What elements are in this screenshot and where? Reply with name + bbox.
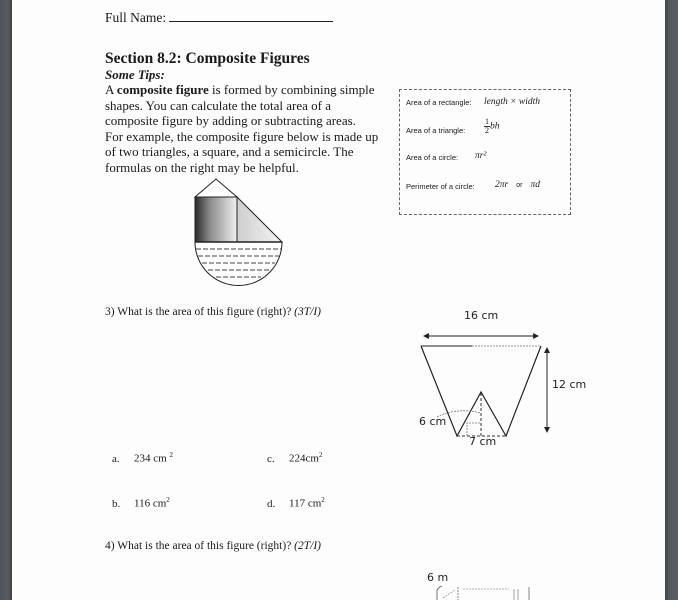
- question-number: 4): [105, 540, 115, 552]
- formula-value: πr²: [475, 151, 487, 161]
- label-notch-height: 6 cm: [419, 415, 447, 428]
- formula-triangle: [406, 117, 500, 135]
- formula-circle-perimeter: [406, 180, 540, 191]
- intro-line: of two triangles, a square, and a semicircle. The: [105, 144, 354, 160]
- viewer-left-edge: [0, 0, 12, 600]
- intro-lead: A: [105, 82, 117, 97]
- formula-label: Perimeter of a circle:: [406, 182, 475, 191]
- question-3: [105, 306, 321, 318]
- formula-value: 2πr or πd: [495, 180, 540, 190]
- question-3-figure: [407, 305, 597, 455]
- full-name-label: Full Name:: [105, 10, 167, 25]
- answer-option-b[interactable]: b. 116 $cm^2$: [112, 496, 170, 510]
- intro-line: shapes. You can calculate the total area of a: [105, 97, 331, 113]
- formula-value: $\frac{1}{2}$ bh: [485, 117, 500, 135]
- formula-label: Area of a circle:: [406, 153, 459, 162]
- formula-circle-area: [406, 151, 487, 162]
- square: [195, 197, 237, 242]
- viewer-right-edge: [665, 0, 678, 600]
- question-text: What is the area of this figure (right)?: [117, 540, 292, 552]
- answer-option-d[interactable]: d. 117 $cm^2$: [267, 496, 325, 510]
- intro-line: formulas on the right may be helpful.: [105, 159, 299, 175]
- label-top-width: 16 cm: [464, 309, 499, 322]
- full-name-field[interactable]: [105, 8, 333, 26]
- question-number: 3): [105, 306, 115, 318]
- section-title: Section 8.2: Composite Figures: [105, 50, 310, 67]
- fraction: $\frac{1}{2}$: [485, 117, 489, 135]
- label-notch-base: 7 cm: [469, 435, 497, 448]
- tips-title: Some Tips:: [105, 67, 165, 82]
- label-height: 12 cm: [552, 378, 587, 391]
- intro-line: composite figure by adding or subtracting areas.: [105, 113, 356, 129]
- answer-option-c[interactable]: c. $224cm^2$: [267, 451, 323, 465]
- worksheet-page: [12, 0, 665, 600]
- question-tag: (2T/I): [294, 540, 322, 552]
- top-triangle: [195, 179, 237, 197]
- full-name-blank[interactable]: [169, 8, 333, 22]
- question-4-figure: [417, 570, 547, 600]
- label-width: 6 m: [427, 571, 449, 584]
- example-composite-figure: [182, 176, 302, 291]
- question-tag: (3T/I): [294, 306, 322, 318]
- intro-bold-term: composite figure: [116, 82, 209, 97]
- right-triangle: [237, 197, 282, 242]
- answer-option-a[interactable]: a. 234 cm $^2$: [112, 451, 173, 465]
- question-text: What is the area of this figure (right)?: [117, 306, 292, 318]
- intro-paragraph: [105, 82, 385, 176]
- question-4: [105, 540, 321, 552]
- formula-box: [399, 89, 571, 215]
- intro-line: For example, the composite figure below is made up: [105, 128, 379, 144]
- formula-rectangle: [406, 97, 541, 107]
- intro-line: is formed by combining simple: [208, 82, 375, 97]
- formula-label: Area of a triangle:: [406, 126, 466, 135]
- formula-value: length × width: [484, 97, 541, 107]
- formula-label: Area of a rectangle:: [406, 98, 472, 107]
